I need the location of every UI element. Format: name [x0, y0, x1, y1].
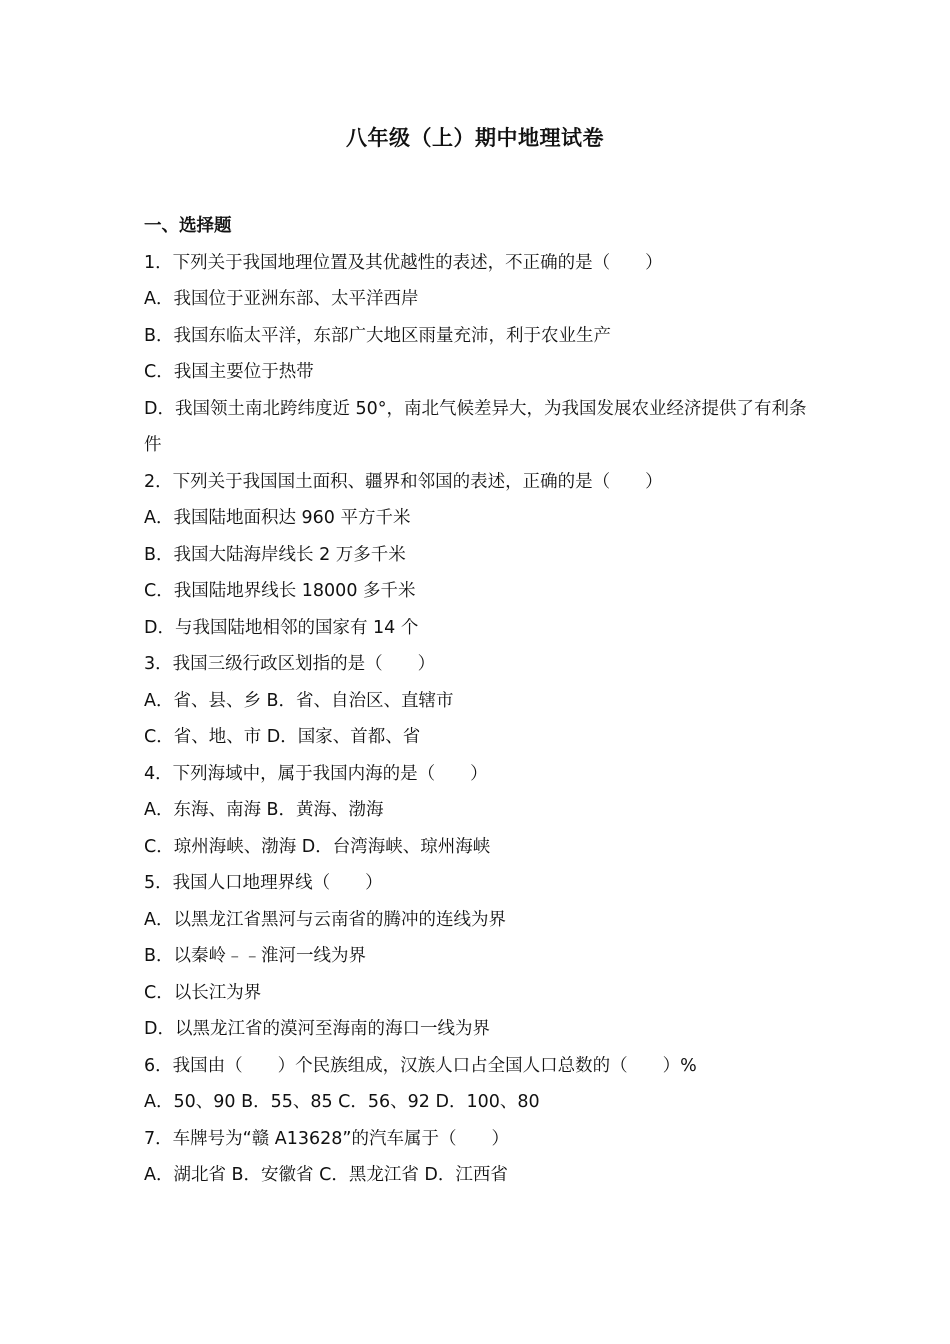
option-d: D．我国领土南北跨纬度近 50°，南北气候差异大，为我国发展农业经济提供了有利条件: [144, 398, 807, 455]
options-row-2: C．省、地、市 D．国家、首都、省: [144, 727, 421, 747]
question-stem: 6．我国由（ ）个民族组成，汉族人口占全国人口总数的（ ）%: [144, 1055, 697, 1076]
question-3: [144, 646, 824, 756]
option-d: D．与我国陆地相邻的国家有 14 个: [144, 617, 419, 638]
option-a: A．以黑龙江省黑河与云南省的腾冲的连线为界: [144, 909, 506, 930]
options-row-2: C．琼州海峡、渤海 D．台湾海峡、琼州海峡: [144, 836, 491, 857]
options-row: A．湖北省 B．安徽省 C．黑龙江省 D．江西省: [144, 1165, 508, 1185]
option-b: B．我国大陆海岸线长 2 万多千米: [144, 544, 406, 565]
question-7: [144, 1121, 824, 1194]
section-heading: 一、选择题: [144, 216, 232, 236]
option-a: A．我国位于亚洲东部、太平洋西岸: [144, 289, 419, 309]
options-row: A．50、90 B．55、85 C．56、92 D．100、80: [144, 1092, 540, 1112]
question-stem: 1．下列关于我国地理位置及其优越性的表述，不正确的是（ ）: [144, 252, 663, 273]
option-b: B．我国东临太平洋，东部广大地区雨量充沛，利于农业生产: [144, 325, 612, 346]
exam-content: [144, 208, 824, 1194]
options-row-1: A．东海、南海 B．黄海、渤海: [144, 800, 384, 820]
question-stem: 4．下列海域中，属于我国内海的是（ ）: [144, 763, 488, 784]
question-stem: 2．下列关于我国国土面积、疆界和邻国的表述，正确的是（ ）: [144, 471, 663, 492]
exam-title: 八年级（上）期中地理试卷: [346, 126, 604, 150]
option-d: D．以黑龙江省的漠河至海南的海口一线为界: [144, 1019, 490, 1039]
option-c: C．我国陆地界线长 18000 多千米: [144, 581, 416, 601]
question-stem: 5．我国人口地理界线（ ）: [144, 873, 383, 893]
option-c: C．我国主要位于热带: [144, 362, 314, 382]
question-4: [144, 756, 824, 866]
question-2: [144, 464, 824, 647]
question-stem: 3．我国三级行政区划指的是（ ）: [144, 654, 436, 674]
option-c: C．以长江为界: [144, 982, 262, 1003]
options-row-1: A．省、县、乡 B．省、自治区、直辖市: [144, 690, 454, 711]
question-stem: 7．车牌号为“赣 A13628”的汽车属于（ ）: [144, 1128, 509, 1149]
option-b: B．以秦岭﹣﹣淮河一线为界: [144, 946, 367, 966]
question-5: [144, 865, 824, 1048]
question-6: [144, 1048, 824, 1121]
question-1: [144, 245, 824, 464]
option-a: A．我国陆地面积达 960 平方千米: [144, 508, 411, 528]
